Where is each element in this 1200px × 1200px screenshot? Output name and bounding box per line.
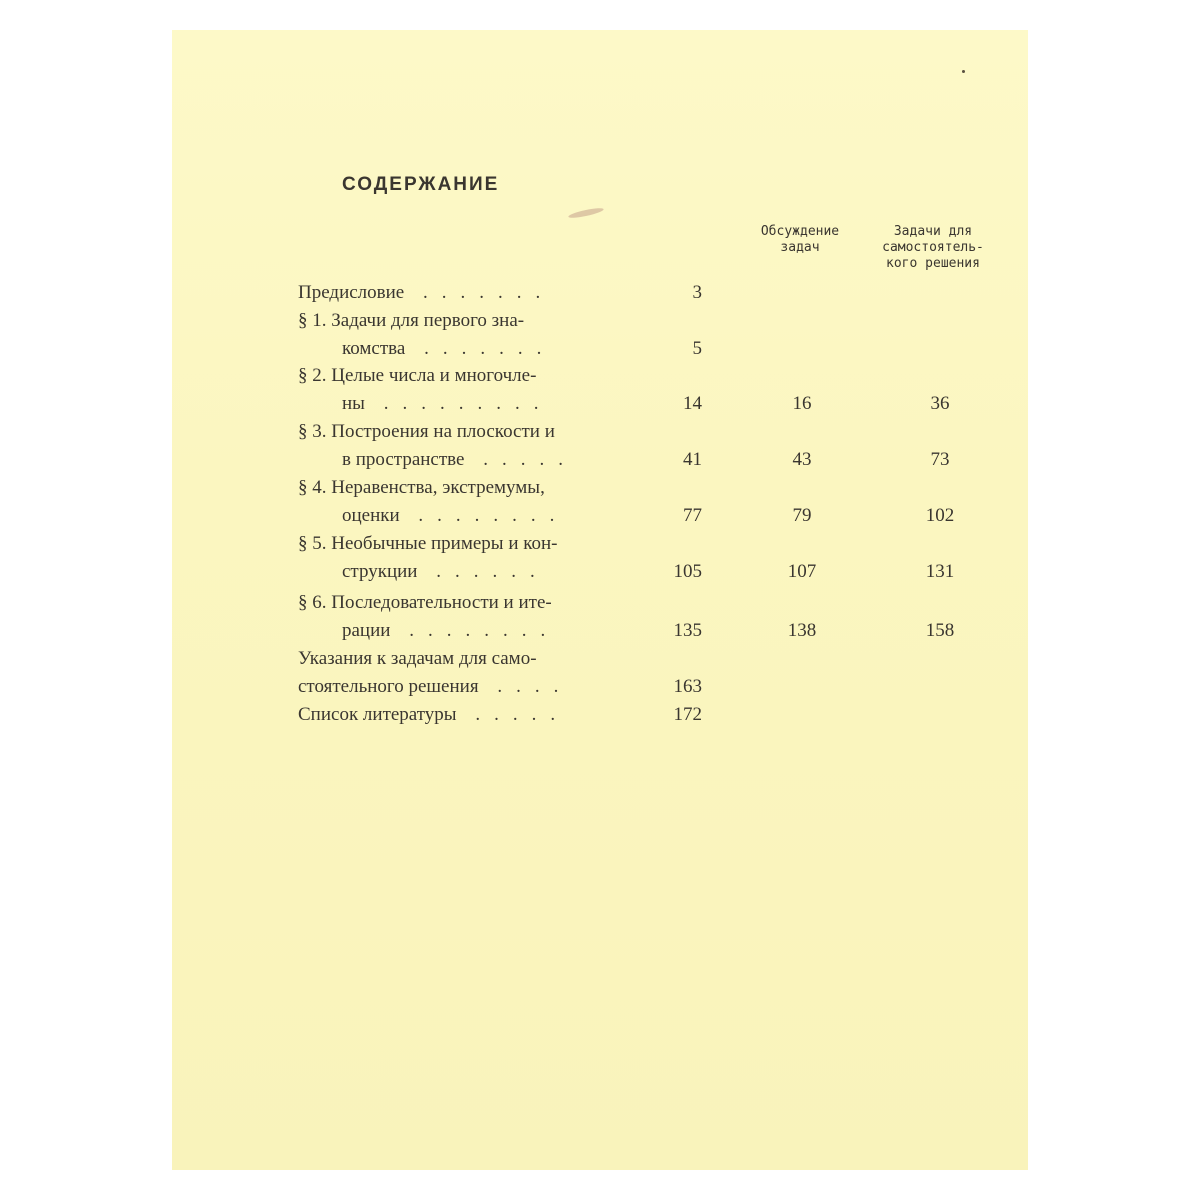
toc-entry-line: [342, 505, 568, 527]
toc-entry-text: Список литературы: [298, 704, 457, 725]
page-title: СОДЕРЖАНИЕ: [342, 174, 500, 195]
self-problems-page-number: 73: [930, 449, 950, 470]
toc-entry-line: [298, 533, 558, 555]
paper-speck: [962, 70, 965, 73]
leader-dots: .....: [464, 449, 577, 470]
page-number: 77: [683, 505, 702, 526]
self-problems-page-number: 102: [925, 505, 955, 526]
discussion-page-number: 79: [792, 505, 812, 526]
self-problems-page-number: 36: [930, 393, 950, 414]
toc-entry-line: [342, 620, 559, 642]
page-number: 3: [692, 282, 702, 303]
toc-entry-text: § 2. Целые числа и многочле-: [298, 365, 537, 386]
leader-dots: .....: [456, 704, 570, 725]
toc-entry-text: ны: [342, 393, 365, 414]
page-number: 5: [692, 338, 702, 359]
leader-dots: ........: [399, 505, 569, 526]
leader-dots: .......: [405, 338, 556, 359]
toc-entry-line: [298, 592, 552, 614]
page-number: 135: [673, 620, 702, 641]
page-number: 172: [673, 704, 702, 725]
toc-entry-text: § 1. Задачи для первого зна-: [298, 310, 525, 331]
toc-entry-line: [342, 338, 555, 360]
leader-dots: .......: [404, 282, 555, 303]
toc-entry-line: [298, 365, 536, 387]
toc-entry-text: комства: [342, 338, 406, 359]
toc-entry-text: § 5. Необычные примеры и кон-: [298, 533, 558, 554]
self-problems-page-number: 131: [925, 561, 955, 582]
discussion-page-number: 43: [792, 449, 812, 470]
page-number: 41: [683, 449, 702, 470]
toc-entry-line: [298, 648, 537, 670]
toc-entry-line: [342, 449, 577, 471]
page-number: 105: [673, 561, 702, 582]
discussion-page-number: 138: [787, 620, 817, 641]
toc-entry-line: [298, 421, 555, 443]
leader-dots: ......: [417, 561, 549, 582]
toc-entry-text: § 4. Неравенства, экстремумы,: [298, 477, 545, 498]
toc-entry-text: в пространстве: [342, 449, 465, 470]
toc-entry-line: [342, 561, 549, 583]
toc-entry-line: [298, 310, 524, 332]
leader-dots: .........: [364, 393, 553, 414]
toc-entry-line: [298, 676, 572, 698]
self-problems-page-number: 158: [925, 620, 955, 641]
toc-entry-line: [342, 393, 552, 415]
toc-entry-text: струкции: [342, 561, 418, 582]
column-header-self-problems: Задачи для самостоятель- кого решения: [882, 224, 984, 271]
toc-entry-text: рации: [342, 620, 391, 641]
discussion-page-number: 16: [792, 393, 812, 414]
discussion-page-number: 107: [787, 561, 817, 582]
toc-entry-text: § 6. Последовательности и ите-: [298, 592, 552, 613]
leader-dots: ....: [478, 676, 573, 697]
toc-entry-line: [298, 704, 569, 726]
toc-entry-text: оценки: [342, 505, 400, 526]
page-number: 163: [673, 676, 702, 697]
page-number: 14: [683, 393, 702, 414]
toc-entry-line: [298, 282, 554, 304]
toc-entry-text: Указания к задачам для само-: [298, 648, 537, 669]
toc-entry-text: стоятельного решения: [298, 676, 479, 697]
toc-entry-text: § 3. Построения на плоскости и: [298, 421, 555, 442]
toc-entry-text: Предисловие: [298, 282, 405, 303]
column-header-discussion: Обсуждение задач: [760, 224, 840, 255]
toc-entry-line: [298, 477, 545, 499]
leader-dots: ........: [390, 620, 560, 641]
